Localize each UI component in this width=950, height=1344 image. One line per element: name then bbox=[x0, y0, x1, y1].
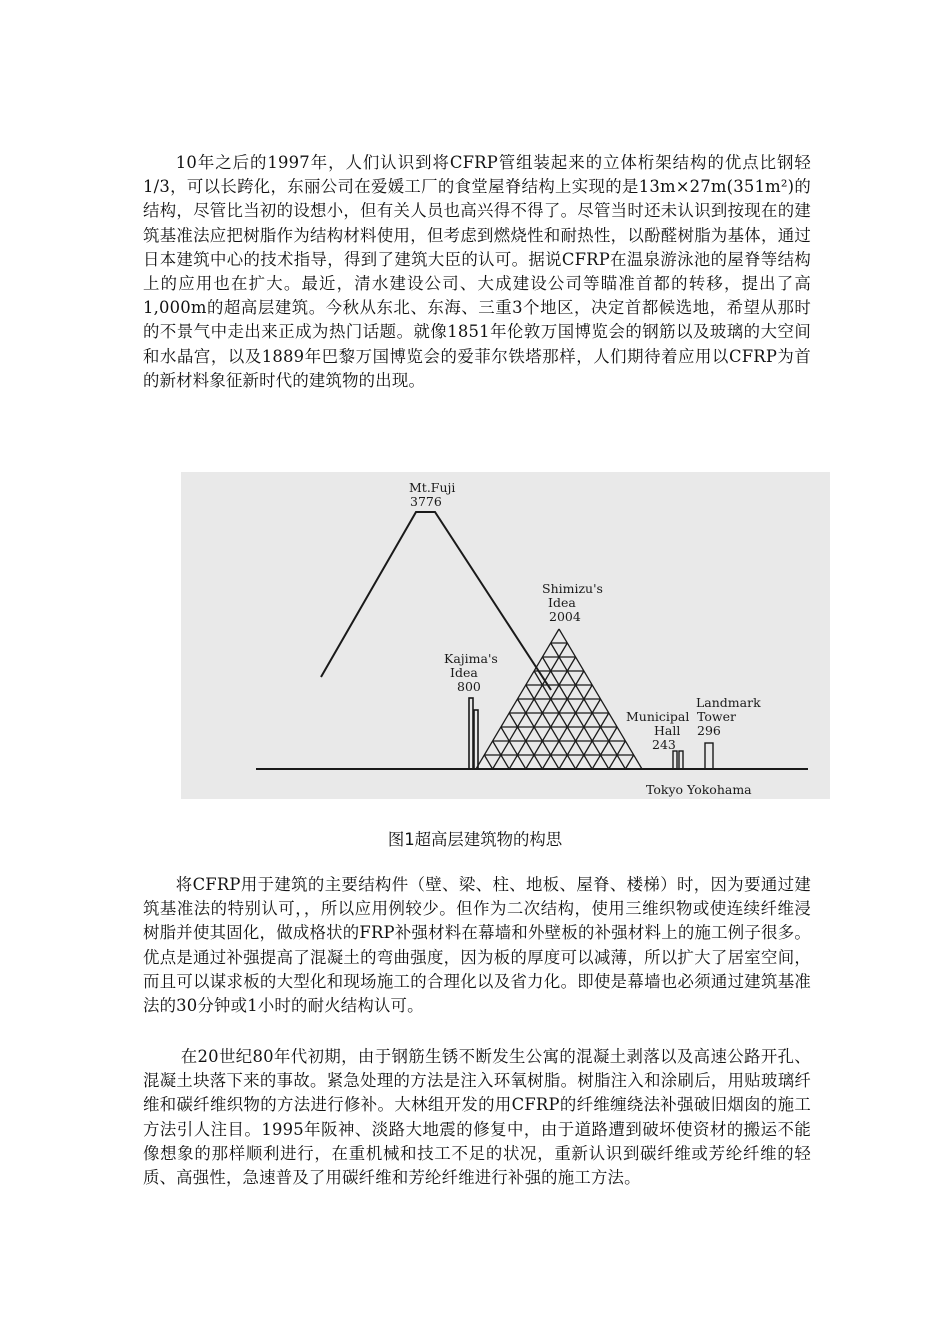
municipal-height-label: 243 bbox=[652, 737, 676, 752]
pyramid-lattice-line bbox=[625, 755, 633, 769]
pyramid-lattice-line bbox=[493, 643, 568, 769]
skyscraper-comparison-figure bbox=[181, 472, 830, 799]
kajima-name-label: Kajima's bbox=[444, 651, 498, 666]
shimizu-pyramid bbox=[476, 629, 642, 769]
pyramid-lattice-line bbox=[534, 671, 592, 769]
landmark-name-label: Landmark bbox=[696, 695, 761, 710]
figure-caption: 图1超高层建筑物的构思 bbox=[387, 830, 563, 849]
body-paragraph-3: 在20世纪80年代初期，由于钢筋生锈不断发生公寓的混凝土剥落以及高速公路开孔、混凝土块落下来的事故。紧急处理的方法是注入环氧树脂。树脂注入和涂刷后，用贴玻璃纤维和碳纤维织物的方法进行修补。大林组开发的用CFRP的纤维缠绕法补强破旧烟囱的施工方法引人注目。1995年阪神、淡路大地震的修复中，由于道路遭到破坏使资材的搬运不能像想象的那样顺利进行，在重机械和技工不足的状况，重新认识到碳纤维或芳纶纤维的轻质、高强性，急速普及了用碳纤维和芳纶纤维进行补强的施工方法。 bbox=[143, 1047, 811, 1188]
pyramid-lattice-line bbox=[551, 643, 626, 769]
ground-location-label: Tokyo Yokohama bbox=[646, 782, 752, 797]
kajima-idea-label: Idea bbox=[450, 665, 478, 680]
body-paragraph-2: 将CFRP用于建筑的主要结构件（壁、梁、柱、地板、屋脊、楼梯）时，因为要通过建筑基准法的特别认可，，所以应用例较少。但作为二次结构，使用三维织物或使连续纤维浸树脂并使其固化，做成格状的FRP补强材料在幕墙和外壁板的补强材料上的施工例子很多。优点是通过补强提高了混凝土的弯曲强度，因为板的厚度可以减薄，所以扩大了居室空间，而且可以谋求板的大型化和现场施工的合理化以及省力化。即使是幕墙也必须通过建筑基准法的30分钟或1小时的耐火结构认可。 bbox=[143, 875, 811, 1016]
shimizu-idea-label: Idea bbox=[548, 595, 576, 610]
landmark-tower-building bbox=[705, 743, 713, 769]
municipal-hall-label: Hall bbox=[654, 723, 681, 738]
shimizu-height-label: 2004 bbox=[549, 609, 581, 624]
pyramid-lattice-line bbox=[559, 699, 601, 769]
fuji-height-label: 3776 bbox=[410, 494, 442, 509]
pyramid-lattice-line bbox=[526, 671, 584, 769]
kajima-tower bbox=[469, 698, 478, 769]
pyramid-lattice-line bbox=[484, 755, 492, 769]
fuji-name-label: Mt.Fuji bbox=[409, 480, 456, 495]
body-paragraph-1: 10年之后的1997年，人们认识到将CFRP管组装起来的立体桁架结构的优点比钢轻1/3，可以长跨化，东丽公司在爱媛工厂的食堂屋脊结构上实现的是13m×27m(351m²)的结构，尽管比当初的设想小，但有关人员也高兴得不得了。尽管当时还未认识到按现在的建筑基准法应把树脂作为结构材料使用，但考虑到燃烧性和耐热性，以酚醛树脂为基体，通过日本建筑中心的技术指导，得到了建筑大臣的认可。据说CFRP在温泉游泳池的屋脊等结构上的应用也在扩大。最近，清水建设公司、大成建设公司等瞄准首都的转移，提出了高1,000m的超高层建筑。今秋从东北、东海、三重3个地区，决定首都候选地，希望从那时的不景气中走出来正成为热门话题。就像1851年伦敦万国博览会的钢筋以及玻璃的大空间和水晶宫，以及1889年巴黎万国博览会的爱菲尔铁塔那样，人们期待着应用以CFRP为首的新材料象征新时代的建筑物的出现。 bbox=[143, 153, 811, 390]
kajima-height-label: 800 bbox=[457, 679, 481, 694]
pyramid-lattice-line bbox=[518, 699, 560, 769]
shimizu-name-label: Shimizu's bbox=[542, 581, 603, 596]
mt-fuji-outline bbox=[321, 512, 551, 690]
municipal-name-label: Municipal bbox=[626, 709, 690, 724]
municipal-hall-building bbox=[673, 751, 683, 769]
landmark-height-label: 296 bbox=[697, 723, 721, 738]
landmark-tower-label: Tower bbox=[697, 709, 736, 724]
